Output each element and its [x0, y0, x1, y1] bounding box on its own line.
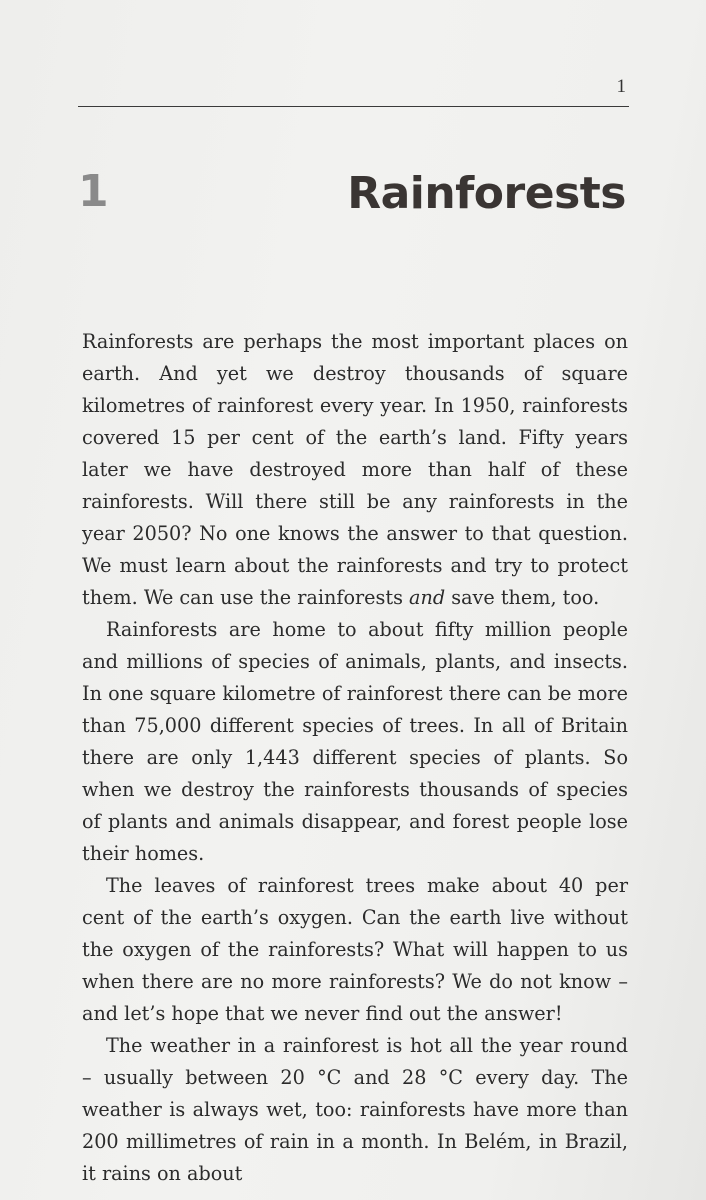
paragraph-1-part-1: Rainforests are perhaps the most important places on earth. And yet we destroy thousands of square kilometres of rainforest every year. In 1950, rainforests covered 15 per cent of the earth’s land. Fifty years later we have destroyed more than half of these rainforests. Will there still be any rainforests in the year 2050? No one knows the answer to that question. We must learn about the rainforests and try to protect them. We can use the rainforests [82, 330, 628, 609]
chapter-number: 1 [78, 166, 109, 217]
paragraph-1 [82, 326, 628, 614]
paragraph-1-emphasis: and [409, 586, 446, 609]
page-number: 1 [616, 76, 626, 97]
chapter-title: Rainforests [347, 168, 626, 219]
header-rule [78, 106, 629, 107]
paragraph-2: Rainforests are home to about fifty million people and millions of species of animals, plants, and insects. In one square kilometre of rainforest there can be more than 75,000 different species of trees. In all of Britain there are only 1,443 different species of plants. So when we destroy the rainforests thousands of species of plants and animals disappear, and forest people lose their homes. [82, 618, 628, 865]
paragraph-4: The weather in a rainforest is hot all the year round – usually between 20 °C and 28 °C every day. The weather is always wet, too: rainforests have more than 200 millimetres of rain in a month. In Belém, in Brazil, it rains on about [82, 1034, 628, 1185]
paragraph-1-part-2: save them, too. [445, 586, 600, 609]
paragraph-3: The leaves of rainforest trees make about 40 per cent of the earth’s oxygen. Can the earth live without the oxygen of the rainforests? What will happen to us when there are no more rainforests? We do not know – and let’s hope that we never find out the answer! [82, 874, 628, 1025]
body-text [82, 326, 628, 1190]
